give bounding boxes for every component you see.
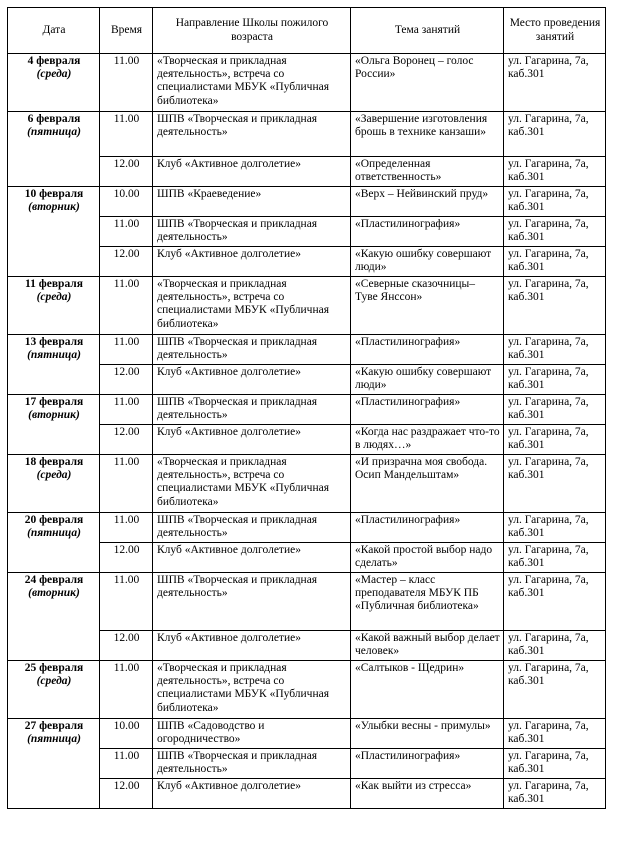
time-cell: 12.00 <box>100 365 153 395</box>
date-label: 17 февраля <box>24 396 84 408</box>
date-cell <box>8 573 100 661</box>
date-cell <box>8 719 100 809</box>
direction-cell: Клуб «Активное долголетие» <box>153 425 351 455</box>
direction-cell: ШПВ «Творческая и прикладная деятельность» <box>153 749 351 779</box>
date-label: 10 февраля <box>24 188 84 200</box>
header-row <box>8 8 606 54</box>
weekday-label: (пятница) <box>27 527 81 540</box>
place-cell: ул. Гагарина, 7а, каб.301 <box>504 425 606 455</box>
place-cell: ул. Гагарина, 7а, каб.301 <box>504 779 606 809</box>
place-cell: ул. Гагарина, 7а, каб.301 <box>504 157 606 187</box>
place-cell: ул. Гагарина, 7а, каб.301 <box>504 365 606 395</box>
table-row <box>8 112 606 157</box>
time-cell: 12.00 <box>100 543 153 573</box>
table-row <box>8 513 606 543</box>
date-cell <box>8 455 100 513</box>
header-time: Время <box>100 8 153 54</box>
date-label: 24 февраля <box>24 574 84 586</box>
place-cell: ул. Гагарина, 7а, каб.301 <box>504 187 606 217</box>
direction-cell: Клуб «Активное долголетие» <box>153 631 351 661</box>
topic-cell: «Ольга Воронец – голос России» <box>351 54 504 112</box>
direction-cell: ШПВ «Творческая и прикладная деятельность» <box>153 395 351 425</box>
table-row <box>8 187 606 217</box>
topic-cell: «Мастер – класс преподавателя МБУК ПБ «Публичная библиотека» <box>351 573 504 631</box>
table-row <box>8 661 606 719</box>
date-label: 20 февраля <box>24 514 84 526</box>
schedule-body <box>8 54 606 809</box>
weekday-label: (пятница) <box>27 733 81 746</box>
direction-cell: Клуб «Активное долголетие» <box>153 543 351 573</box>
date-label: 11 февраля <box>25 278 83 290</box>
direction-cell: Клуб «Активное долголетие» <box>153 157 351 187</box>
weekday-label: (среда) <box>36 291 72 304</box>
time-cell: 11.00 <box>100 54 153 112</box>
table-row <box>8 573 606 631</box>
time-cell: 12.00 <box>100 247 153 277</box>
date-cell <box>8 54 100 112</box>
schedule-table <box>7 7 606 809</box>
direction-cell: ШПВ «Творческая и прикладная деятельность» <box>153 573 351 631</box>
place-cell: ул. Гагарина, 7а, каб.301 <box>504 749 606 779</box>
time-cell: 11.00 <box>100 513 153 543</box>
time-cell: 11.00 <box>100 217 153 247</box>
weekday-label: (вторник) <box>28 587 80 600</box>
table-row <box>8 719 606 749</box>
direction-cell: «Творческая и прикладная деятельность», встреча со специалистами МБУК «Публичная библиотека» <box>153 277 351 335</box>
date-cell <box>8 187 100 277</box>
time-cell: 10.00 <box>100 187 153 217</box>
date-cell <box>8 661 100 719</box>
table-row <box>8 335 606 365</box>
time-cell: 11.00 <box>100 661 153 719</box>
place-cell: ул. Гагарина, 7а, каб.301 <box>504 217 606 247</box>
date-label: 13 февраля <box>24 336 84 348</box>
topic-cell: «Северные сказочницы– Туве Янссон» <box>351 277 504 335</box>
place-cell: ул. Гагарина, 7а, каб.301 <box>504 661 606 719</box>
direction-cell: «Творческая и прикладная деятельность», встреча со специалистами МБУК «Публичная библиотека» <box>153 661 351 719</box>
weekday-label: (пятница) <box>27 349 81 362</box>
header-place: Место проведения занятий <box>504 8 606 54</box>
topic-cell: «Какой важный выбор делает человек» <box>351 631 504 661</box>
time-cell: 11.00 <box>100 335 153 365</box>
table-row <box>8 395 606 425</box>
time-cell: 11.00 <box>100 277 153 335</box>
date-label: 27 февраля <box>24 720 84 732</box>
place-cell: ул. Гагарина, 7а, каб.301 <box>504 455 606 513</box>
place-cell: ул. Гагарина, 7а, каб.301 <box>504 54 606 112</box>
date-label: 25 февраля <box>24 662 84 674</box>
direction-cell: Клуб «Активное долголетие» <box>153 247 351 277</box>
weekday-label: (пятница) <box>27 126 81 139</box>
time-cell: 11.00 <box>100 573 153 631</box>
time-cell: 11.00 <box>100 455 153 513</box>
place-cell: ул. Гагарина, 7а, каб.301 <box>504 335 606 365</box>
date-label: 4 февраля <box>27 55 81 67</box>
topic-cell: «Салтыков - Щедрин» <box>351 661 504 719</box>
time-cell: 12.00 <box>100 779 153 809</box>
direction-cell: Клуб «Активное долголетие» <box>153 365 351 395</box>
header-direction: Направление Школы пожилого возраста <box>153 8 351 54</box>
direction-cell: «Творческая и прикладная деятельность», встреча со специалистами МБУК «Публичная библиотека» <box>153 455 351 513</box>
table-row <box>8 277 606 335</box>
time-cell: 12.00 <box>100 425 153 455</box>
date-cell <box>8 395 100 455</box>
topic-cell: «Улыбки весны - примулы» <box>351 719 504 749</box>
topic-cell: «Как выйти из стресса» <box>351 779 504 809</box>
direction-cell: ШПВ «Творческая и прикладная деятельность» <box>153 335 351 365</box>
table-row <box>8 455 606 513</box>
weekday-label: (среда) <box>36 68 72 81</box>
place-cell: ул. Гагарина, 7а, каб.301 <box>504 631 606 661</box>
topic-cell: «Пластилинография» <box>351 217 504 247</box>
place-cell: ул. Гагарина, 7а, каб.301 <box>504 277 606 335</box>
topic-cell: «Пластилинография» <box>351 395 504 425</box>
direction-cell: ШПВ «Садоводство и огородничество» <box>153 719 351 749</box>
header-date: Дата <box>8 8 100 54</box>
date-cell <box>8 513 100 573</box>
direction-cell: ШПВ «Творческая и прикладная деятельность» <box>153 513 351 543</box>
weekday-label: (среда) <box>36 469 72 482</box>
time-cell: 12.00 <box>100 157 153 187</box>
time-cell: 10.00 <box>100 719 153 749</box>
table-row <box>8 54 606 112</box>
time-cell: 11.00 <box>100 395 153 425</box>
time-cell: 12.00 <box>100 631 153 661</box>
direction-cell: ШПВ «Краеведение» <box>153 187 351 217</box>
date-label: 18 февраля <box>24 456 84 468</box>
place-cell: ул. Гагарина, 7а, каб.301 <box>504 513 606 543</box>
topic-cell: «Пластилинография» <box>351 749 504 779</box>
schedule-document <box>7 7 606 809</box>
place-cell: ул. Гагарина, 7а, каб.301 <box>504 247 606 277</box>
topic-cell: «И призрачна моя свобода. Осип Мандельштам» <box>351 455 504 513</box>
date-label: 6 февраля <box>27 113 81 125</box>
direction-cell: ШПВ «Творческая и прикладная деятельность» <box>153 112 351 157</box>
topic-cell: «Завершение изготовления брошь в технике канзаши» <box>351 112 504 157</box>
time-cell: 11.00 <box>100 112 153 157</box>
topic-cell: «Какую ошибку совершают люди» <box>351 247 504 277</box>
date-cell <box>8 112 100 187</box>
topic-cell: «Какую ошибку совершают люди» <box>351 365 504 395</box>
weekday-label: (вторник) <box>28 201 80 214</box>
topic-cell: «Когда нас раздражает что-то в людях…» <box>351 425 504 455</box>
place-cell: ул. Гагарина, 7а, каб.301 <box>504 112 606 157</box>
topic-cell: «Пластилинография» <box>351 335 504 365</box>
direction-cell: ШПВ «Творческая и прикладная деятельность» <box>153 217 351 247</box>
place-cell: ул. Гагарина, 7а, каб.301 <box>504 395 606 425</box>
direction-cell: Клуб «Активное долголетие» <box>153 779 351 809</box>
date-cell <box>8 335 100 395</box>
place-cell: ул. Гагарина, 7а, каб.301 <box>504 543 606 573</box>
weekday-label: (среда) <box>36 675 72 688</box>
topic-cell: «Определенная ответственность» <box>351 157 504 187</box>
place-cell: ул. Гагарина, 7а, каб.301 <box>504 573 606 631</box>
header-topic: Тема занятий <box>351 8 504 54</box>
topic-cell: «Верх – Нейвинский пруд» <box>351 187 504 217</box>
weekday-label: (вторник) <box>28 409 80 422</box>
direction-cell: «Творческая и прикладная деятельность», встреча со специалистами МБУК «Публичная библиотека» <box>153 54 351 112</box>
topic-cell: «Какой простой выбор надо сделать» <box>351 543 504 573</box>
place-cell: ул. Гагарина, 7а, каб.301 <box>504 719 606 749</box>
date-cell <box>8 277 100 335</box>
time-cell: 11.00 <box>100 749 153 779</box>
topic-cell: «Пластилинография» <box>351 513 504 543</box>
